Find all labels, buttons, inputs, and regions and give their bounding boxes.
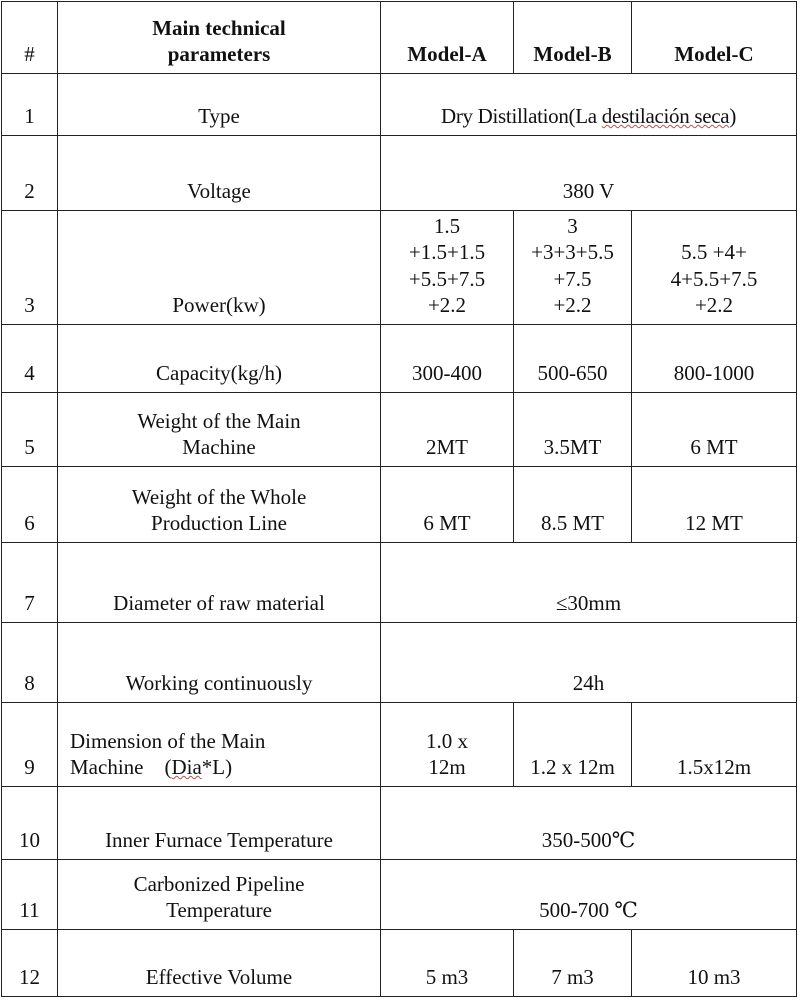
row-value-c: 6 MT [632, 393, 797, 467]
row-value-c: 10 m3 [632, 930, 797, 997]
table-row [2, 623, 797, 703]
param-line: Machine ( [70, 754, 172, 779]
row-value-merged [381, 74, 797, 136]
value-text-underlined: destilación seca [601, 103, 730, 128]
header-model-a: Model-A [381, 2, 514, 74]
row-param: Carbonized Pipeline Temperature [58, 860, 381, 930]
row-num: 4 [2, 325, 58, 393]
row-param: Weight of the Main Machine [58, 393, 381, 467]
row-num: 2 [2, 136, 58, 211]
value-text: ) [729, 103, 737, 128]
row-value-c: 1.5x12m [632, 703, 797, 787]
row-value-a: 1.0 x 12m [381, 703, 514, 787]
row-value-b: 7 m3 [514, 930, 632, 997]
row-param: Inner Furnace Temperature [58, 787, 381, 860]
value-text: Dry Distillation(La [440, 103, 602, 128]
row-param: Power(kw) [58, 211, 381, 325]
row-value-a: 1.5 +1.5+1.5 +5.5+7.5 +2.2 [381, 211, 514, 325]
param-line-underlined: Dia [171, 754, 202, 779]
row-value-b: 8.5 MT [514, 467, 632, 543]
row-value-a: 5 m3 [381, 930, 514, 997]
row-value-b: 500-650 [514, 325, 632, 393]
row-value-a: 300-400 [381, 325, 514, 393]
row-value-b: 3 +3+3+5.5 +7.5 +2.2 [514, 211, 632, 325]
header-model-c: Model-C [632, 2, 797, 74]
row-value-merged: ≤30mm [381, 543, 797, 623]
row-value-merged: 350-500℃ [381, 787, 797, 860]
row-param: Type [58, 74, 381, 136]
param-line: *L) [201, 754, 233, 779]
row-num: 8 [2, 623, 58, 703]
row-num: 7 [2, 543, 58, 623]
table-row [2, 393, 797, 467]
row-value-c: 12 MT [632, 467, 797, 543]
table-row [2, 74, 797, 136]
table-row [2, 325, 797, 393]
table-row [2, 211, 797, 325]
row-param: Capacity(kg/h) [58, 325, 381, 393]
row-value-merged: 500-700 ℃ [381, 860, 797, 930]
row-num: 3 [2, 211, 58, 325]
row-value-a: 2MT [381, 393, 514, 467]
row-num: 11 [2, 860, 58, 930]
row-value-b: 3.5MT [514, 393, 632, 467]
row-value-merged: 380 V [381, 136, 797, 211]
header-param: Main technical parameters [58, 2, 381, 74]
header-row [2, 2, 797, 74]
table-row [2, 543, 797, 623]
table-row [2, 703, 797, 787]
table-row [2, 467, 797, 543]
row-num: 1 [2, 74, 58, 136]
row-num: 9 [2, 703, 58, 787]
row-num: 10 [2, 787, 58, 860]
header-num: # [2, 2, 58, 74]
row-param [58, 703, 381, 787]
table-row [2, 136, 797, 211]
row-num: 5 [2, 393, 58, 467]
table-row [2, 930, 797, 997]
row-value-a: 6 MT [381, 467, 514, 543]
param-line: Dimension of the Main [70, 728, 266, 753]
table-row [2, 860, 797, 930]
row-param: Effective Volume [58, 930, 381, 997]
row-value-c: 5.5 +4+ 4+5.5+7.5 +2.2 [632, 211, 797, 325]
table-row [2, 787, 797, 860]
spec-table [1, 1, 797, 997]
row-value-c: 800-1000 [632, 325, 797, 393]
row-num: 6 [2, 467, 58, 543]
row-param: Diameter of raw material [58, 543, 381, 623]
row-param: Voltage [58, 136, 381, 211]
row-value-merged: 24h [381, 623, 797, 703]
row-param: Working continuously [58, 623, 381, 703]
row-num: 12 [2, 930, 58, 997]
row-value-b: 1.2 x 12m [514, 703, 632, 787]
header-model-b: Model-B [514, 2, 632, 74]
row-param: Weight of the Whole Production Line [58, 467, 381, 543]
